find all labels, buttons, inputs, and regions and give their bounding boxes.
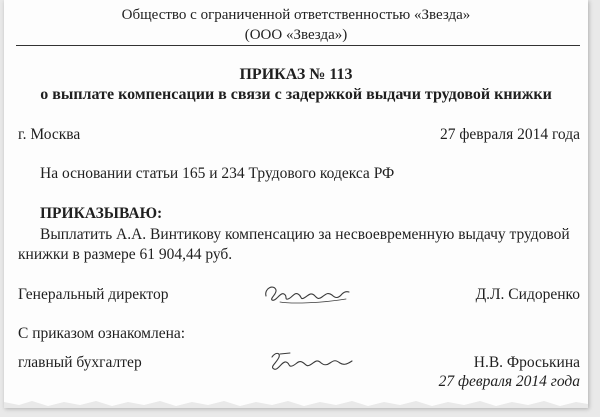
legal-basis: На основании статьи 165 и 234 Трудового кодекса РФ: [40, 165, 395, 182]
accountant-name: Н.В. Фроськина: [473, 354, 580, 371]
place: г. Москва: [18, 126, 81, 143]
organization-short-name: (ООО «Звезда»): [244, 27, 348, 43]
accountant-signature: [266, 347, 356, 375]
accountant-position: главный бухгалтер: [18, 354, 142, 371]
director-signature: [262, 280, 352, 308]
organization-name: Общество с ограниченной ответственностью «Звезда»: [121, 7, 471, 23]
acknowledged-label: С приказом ознакомлена:: [18, 325, 186, 342]
order-date: 27 февраля 2014 года: [439, 126, 580, 143]
torn-edge: [4, 398, 588, 408]
order-document: [4, 0, 588, 408]
order-subject: о выплате компенсации в связи с задержкой выдачи трудовой книжки: [40, 86, 552, 103]
acknowledgement-date: 27 февраля 2014 года: [438, 373, 580, 390]
director-name: Д.Л. Сидоренко: [475, 286, 580, 303]
header-divider: [16, 45, 580, 46]
order-text-line-1: Выплатить А.А. Винтикову компенсацию за несвоевременную выдачу трудовой: [40, 226, 570, 243]
director-position: Генеральный директор: [18, 286, 169, 303]
order-word: ПРИКАЗЫВАЮ:: [40, 205, 163, 222]
order-text-line-2: книжки в размере 61 904,44 руб.: [18, 246, 233, 263]
order-number-title: ПРИКАЗ № 113: [239, 66, 353, 83]
